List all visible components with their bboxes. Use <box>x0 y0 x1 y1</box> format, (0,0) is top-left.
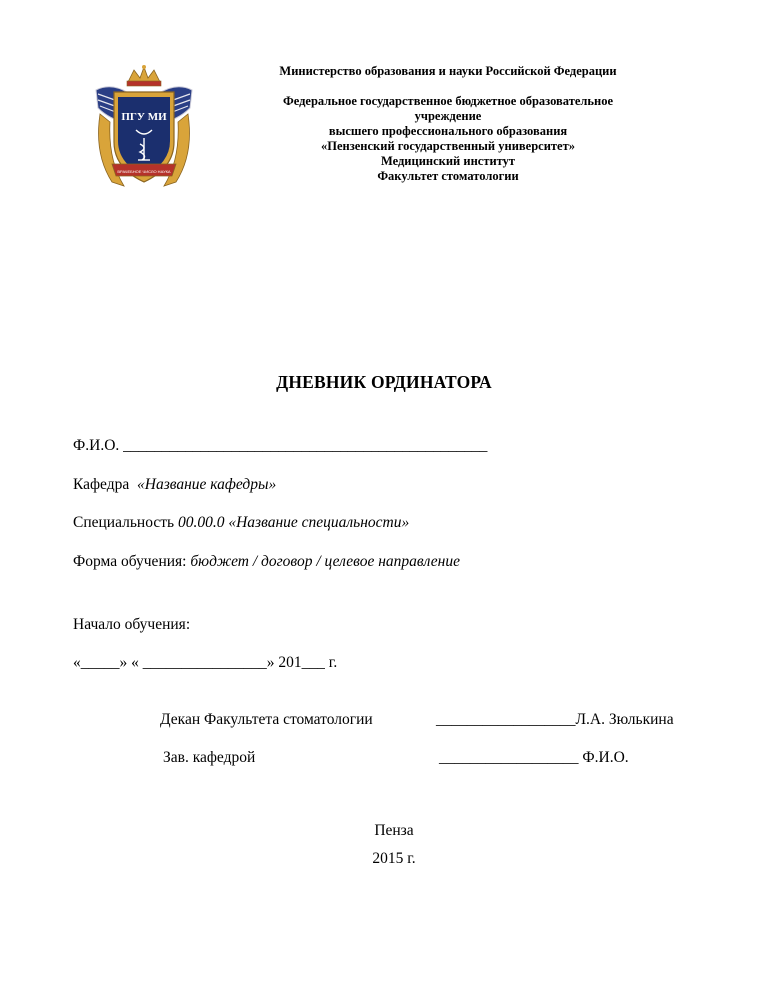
start-label: Начало обучения: <box>73 616 191 633</box>
start-date-blank: «_____» « ________________» 201___ г. <box>73 654 338 671</box>
ministry-name: Министерство образования и науки Российской Федерации <box>279 64 617 78</box>
study-form-label: Форма обучения: <box>73 553 187 570</box>
city: Пенза <box>374 822 414 839</box>
department-value: «Название кафедры» <box>137 476 277 493</box>
institution-line-2: учреждение <box>414 109 482 123</box>
dean-signature-line: __________________Л.А. Зюлькина <box>436 711 674 728</box>
specialty-field <box>73 514 409 532</box>
study-form-field <box>73 553 460 571</box>
logo-ribbon-text: ВРАЧЕБНОЕ ЧИСЛО НАУКА <box>117 169 171 174</box>
head-of-department-label: Зав. кафедрой <box>163 749 256 766</box>
institution-line-3: высшего профессионального образования <box>328 124 568 138</box>
fio-blank: _______________________________________________ <box>123 437 488 454</box>
institution-header <box>236 64 660 184</box>
year: 2015 г. <box>372 850 416 867</box>
university-emblem-logo <box>90 64 198 190</box>
head-signature-line: __________________ Ф.И.О. <box>439 749 629 766</box>
department-field <box>73 476 276 494</box>
specialty-value: 00.00.0 «Название специальности» <box>177 514 410 531</box>
specialty-label: Специальность <box>73 514 175 531</box>
institution-line-1: Федеральное государственное бюджетное образовательное <box>282 94 614 108</box>
department-label: Кафедра <box>73 476 130 493</box>
fio-field <box>73 437 487 455</box>
dean-label: Декан Факультета стоматологии <box>160 711 373 728</box>
institute-name: Медицинский институт <box>380 154 516 168</box>
logo-text: ПГУ МИ <box>121 111 167 123</box>
crown-icon <box>127 65 161 86</box>
university-name: «Пензенский государственный университет» <box>321 139 575 153</box>
study-form-value: бюджет / договор / целевое направление <box>190 553 460 570</box>
fio-label: Ф.И.О. <box>73 437 120 454</box>
document-title: ДНЕВНИК ОРДИНАТОРА <box>276 372 492 392</box>
faculty-name: Факультет стоматологии <box>377 169 519 183</box>
